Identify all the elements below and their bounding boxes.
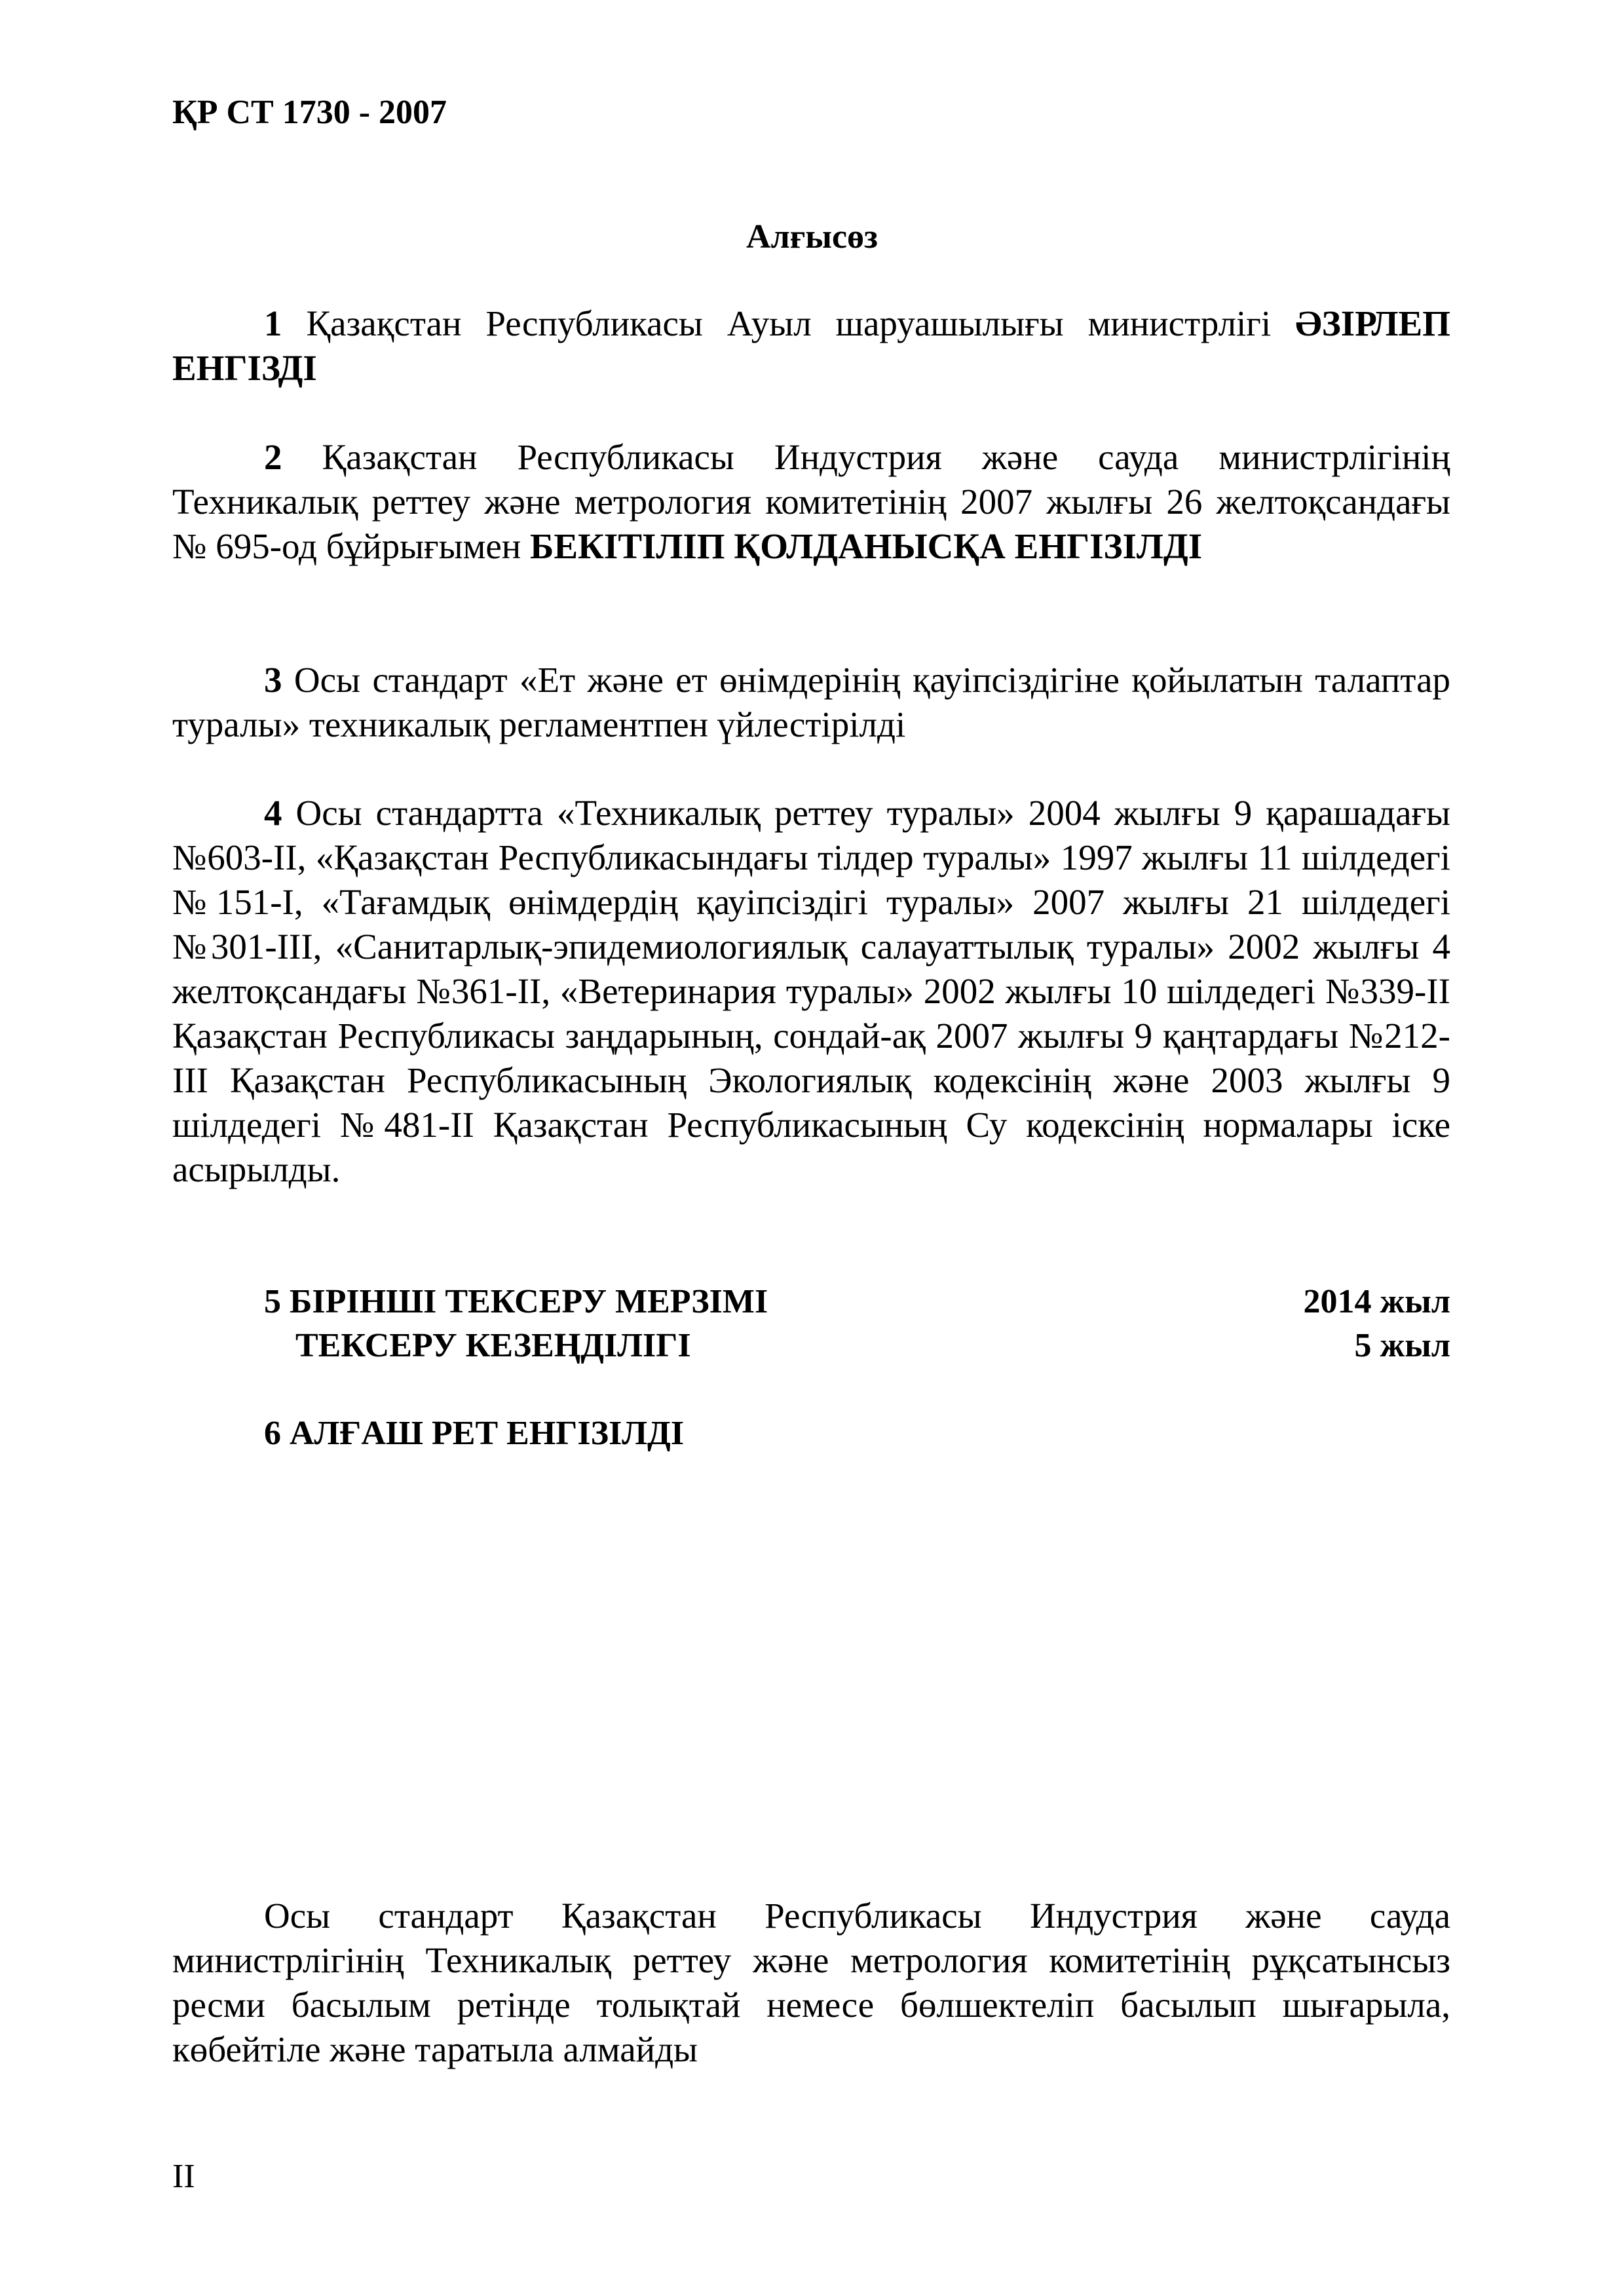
item-number: 4 [264, 793, 282, 833]
check-period-value: 5 жыл [1354, 1327, 1450, 1364]
first-introduced-label: 6 АЛҒАШ РЕТ ЕНГІЗІЛДІ [264, 1415, 685, 1452]
check-period-row [264, 1325, 1450, 1367]
item-number: 3 [264, 660, 282, 700]
page-title: Алғысөз [746, 218, 878, 256]
item-text: Осы стандартта «Техникалық реттеу туралы» 2004 жылғы 9 қарашадағы №603-ІІ, «Қазақстан Республикасындағы тілдер туралы» 1997 жылғы 11 шілдедегі №151-І, «Тағамдық өнімдердің қауіпсіздігі туралы» 2007 жылғы 21 шілдедегі №301-ІІІ, «Санитарлық-эпидемиологиялық салауаттылық туралы» 2002 жылғы 4 желтоқсандағы №361-ІІ, «Ветеринария туралы» 2002 жылғы 10 шілдедегі №339-ІІ Қазақстан Республикасы заңдарының, сондай-ақ 2007 жылғы 9 қаңтардағы №212-ІІІ Қазақстан Республикасының Экологиялық кодексінің және 2003 жылғы 9 шілдедегі №481-ІІ Қазақстан Республикасының Су кодексінің нормалары іске асырылды. [172, 793, 1450, 1189]
item-text: Қазақстан Республикасы Ауыл шаруашылығы министрлігі [282, 303, 1296, 343]
foreword-item-4 [172, 791, 1450, 1192]
item-bold-text: ӘЗІРЛЕП ЕНГІЗДІ [172, 303, 1450, 388]
first-check-row [264, 1281, 1450, 1323]
copyright-notice: Осы стандарт Қазақстан Республикасы Индустрия және сауда министрлігінің Техникалық реттеу және метрология комитетінің рұқсатынсыз ресми басылым ретінде толықтай немесе бөлшектеліп басылып шығарыла, көбейтіле және таратыла алмайды [172, 1896, 1450, 2069]
foreword-item-3 [172, 658, 1450, 747]
item-6-row [264, 1413, 1450, 1455]
first-check-label: 5 БІРІНШІ ТЕКСЕРУ МЕРЗІМІ [264, 1283, 768, 1320]
foreword-item-1 [172, 301, 1450, 391]
foreword-item-2 [172, 435, 1450, 569]
item-number: 1 [264, 303, 282, 343]
item-number: 2 [264, 437, 282, 477]
check-period-label: ТЕКСЕРУ КЕЗЕҢДІЛІГІ [295, 1327, 691, 1364]
standard-code: ҚР СТ 1730 - 2007 [172, 94, 447, 131]
item-bold-text: БЕКІТІЛІП ҚОЛДАНЫСҚА ЕНГІЗІЛДІ [529, 526, 1203, 566]
page-number: II [172, 2158, 195, 2195]
item-text: Қазақстан Республикасы Индустрия және сауда министрлігінің Техникалық реттеу және метрология комитетінің 2007 жылғы 26 желтоқсандағы № 695-од бұйрығымен [172, 437, 1450, 566]
item-text: Осы стандарт «Ет және ет өнімдерінің қауіпсіздігіне қойылатын талаптар туралы» техникалық регламентпен үйлестірілді [172, 660, 1450, 744]
first-check-value: 2014 жыл [1303, 1283, 1450, 1320]
